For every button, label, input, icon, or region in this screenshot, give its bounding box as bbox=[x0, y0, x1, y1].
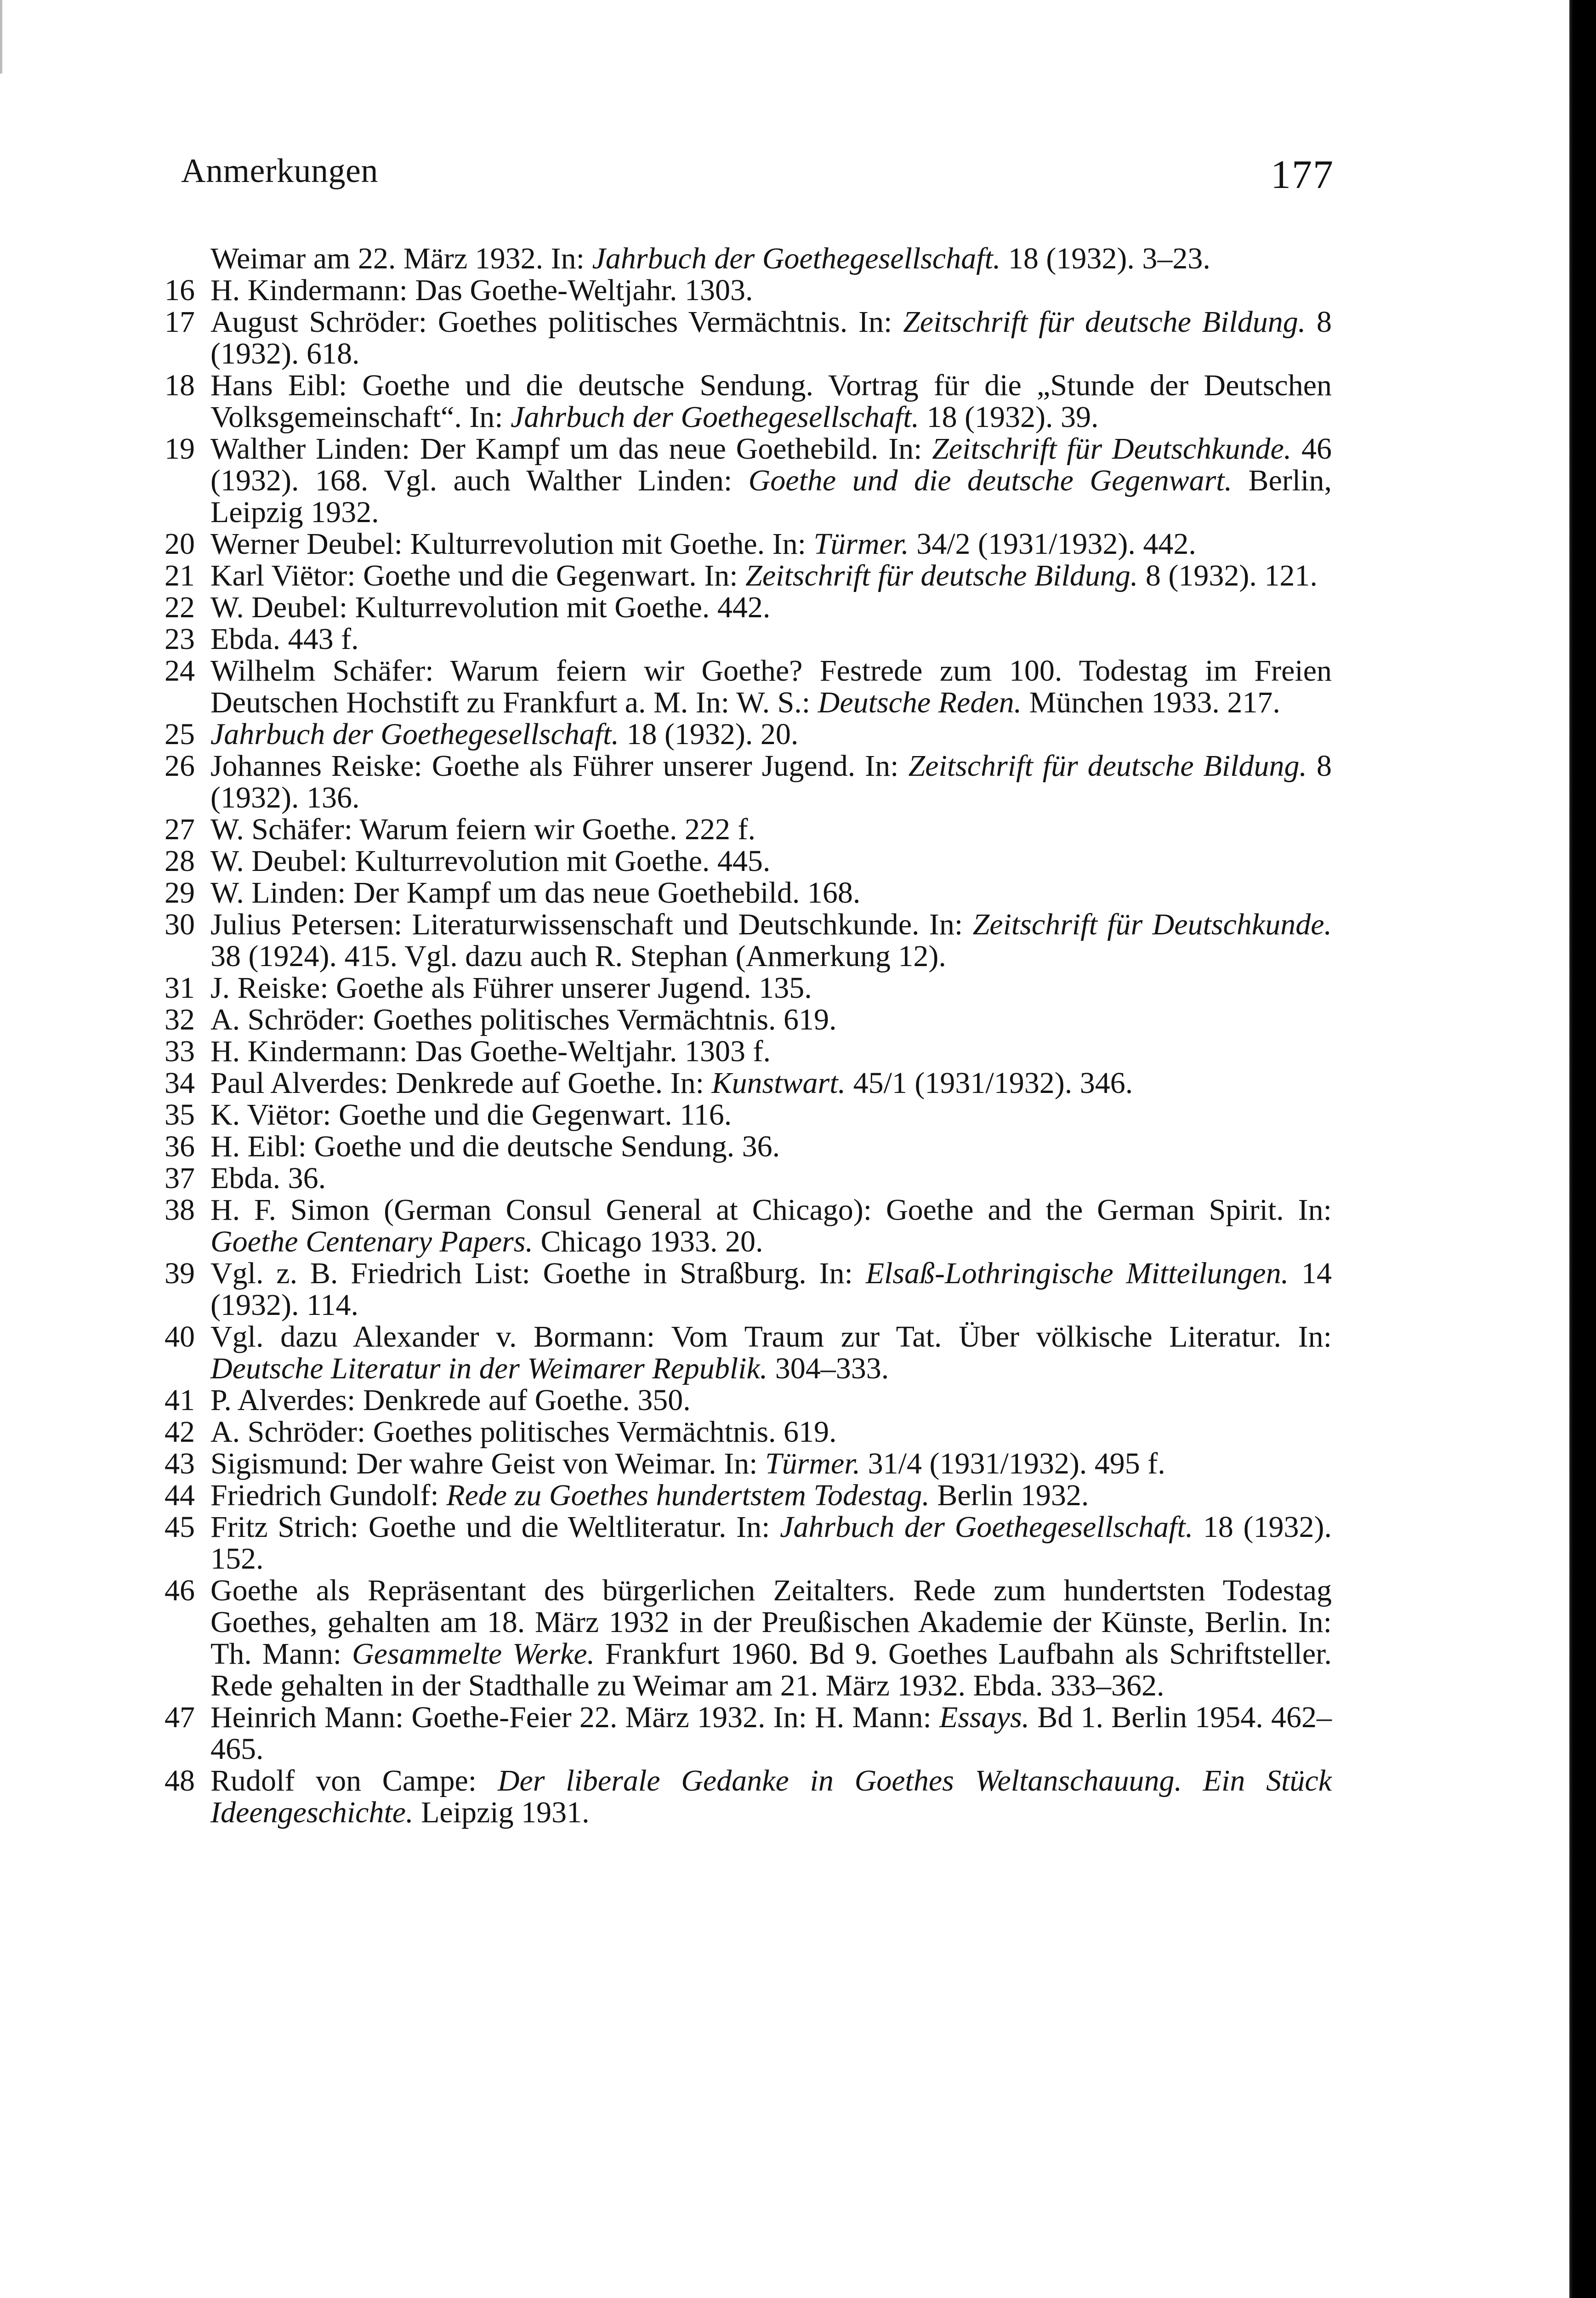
endnote-title-italic: Deutsche Literatur in der Weimarer Republik. bbox=[210, 1352, 768, 1385]
endnote-text-run: Hans Eibl: Goethe und die deutsche Sendung. Vortrag für die „Stunde der Deutschen Volksgemeinschaft“. In: bbox=[210, 369, 1332, 434]
endnotes-list bbox=[165, 243, 1332, 1828]
endnote-text-run: Chicago 1933. 20. bbox=[533, 1225, 763, 1258]
endnote-text-run: W. Linden: Der Kampf um das neue Goethebild. 168. bbox=[210, 876, 861, 910]
endnote-text bbox=[210, 1193, 1332, 1258]
endnote-text-run: München 1933. 217. bbox=[1022, 686, 1280, 719]
endnote-title-italic: Jahrbuch der Goethegesellschaft. bbox=[592, 242, 1001, 275]
endnote-text bbox=[210, 273, 753, 307]
endnote-text bbox=[210, 305, 1332, 370]
endnote-text bbox=[210, 1320, 1332, 1385]
endnote-number: 48 bbox=[165, 1764, 195, 1797]
endnote bbox=[165, 370, 1332, 433]
endnote-number: 35 bbox=[165, 1098, 195, 1132]
endnote-text bbox=[210, 559, 1318, 592]
endnote-text-run: Bd 1. Berlin 1954. 462–465. bbox=[210, 1701, 1332, 1766]
endnote-text bbox=[210, 1447, 1165, 1480]
endnote-text-run: 31/4 (1931/1932). 495 f. bbox=[860, 1447, 1165, 1480]
endnote-text-run: Vgl. dazu Alexander v. Bormann: Vom Traum zur Tat. Über völkische Literatur. In: bbox=[210, 1320, 1332, 1354]
endnote-text bbox=[210, 971, 812, 1005]
endnote-title-italic: Jahrbuch der Goethegesellschaft. bbox=[780, 1510, 1193, 1544]
endnote-title-italic: Rede zu Goethes hundertstem Todestag. bbox=[446, 1479, 930, 1512]
endnote-text bbox=[210, 908, 1332, 973]
endnote bbox=[165, 1035, 1332, 1067]
endnote-text-run: Berlin, Leipzig 1932. bbox=[210, 464, 1332, 529]
endnote-text-run: Rudolf von Campe: bbox=[210, 1764, 498, 1797]
endnote bbox=[165, 718, 1332, 750]
endnote-number: 29 bbox=[165, 876, 195, 910]
endnote-title-italic: Zeitschrift für deutsche Bildung. bbox=[908, 749, 1307, 783]
endnote bbox=[165, 1257, 1332, 1321]
endnote-text bbox=[210, 1383, 691, 1417]
endnote-number: 20 bbox=[165, 527, 195, 561]
endnote-text bbox=[210, 1130, 780, 1163]
endnote-text bbox=[210, 654, 1332, 719]
endnote-text bbox=[210, 1701, 1332, 1766]
endnote-text-run: H. Kindermann: Das Goethe-Weltjahr. 1303. bbox=[210, 273, 753, 307]
endnote-title-italic: Zeitschrift für deutsche Bildung. bbox=[903, 305, 1306, 339]
endnote bbox=[165, 813, 1332, 845]
endnote-text bbox=[210, 1098, 732, 1132]
endnote-text-run: K. Viëtor: Goethe und die Gegenwart. 116. bbox=[210, 1098, 732, 1132]
endnote-title-italic: Zeitschrift für Deutschkunde. bbox=[932, 432, 1292, 466]
endnote-text bbox=[210, 432, 1332, 529]
endnote-text bbox=[210, 1035, 771, 1068]
endnote-text-run: August Schröder: Goethes politisches Vermächtnis. In: bbox=[210, 305, 903, 339]
endnote bbox=[165, 655, 1332, 718]
endnote-text-run: H. F. Simon (German Consul General at Chicago): Goethe and the German Spirit. In: bbox=[210, 1193, 1332, 1227]
endnote-title-italic: Türmer. bbox=[765, 1447, 861, 1480]
endnote bbox=[165, 1765, 1332, 1828]
endnote-title-italic: Jahrbuch der Goethegesellschaft. bbox=[210, 717, 619, 751]
endnote-number: 34 bbox=[165, 1066, 195, 1100]
endnote-text-run: Friedrich Gundolf: bbox=[210, 1479, 447, 1512]
endnote-number: 46 bbox=[165, 1574, 195, 1607]
endnote bbox=[165, 909, 1332, 972]
endnote-text-run: Berlin 1932. bbox=[929, 1479, 1089, 1512]
endnote bbox=[165, 1416, 1332, 1448]
endnote-number: 19 bbox=[165, 432, 195, 466]
endnote-text bbox=[210, 717, 798, 751]
running-head: Anmerkungen bbox=[181, 152, 378, 190]
endnote-text-run: Weimar am 22. März 1932. In: bbox=[210, 242, 592, 275]
endnote-text-run: A. Schröder: Goethes politisches Vermächtnis. 619. bbox=[210, 1003, 837, 1036]
endnote-text bbox=[210, 1257, 1332, 1322]
endnote-text bbox=[210, 242, 1210, 275]
endnote-text bbox=[210, 527, 1196, 561]
endnote-number: 41 bbox=[165, 1383, 195, 1417]
endnote-number: 31 bbox=[165, 971, 195, 1005]
endnote-text bbox=[210, 749, 1332, 814]
endnote-text-run: Paul Alverdes: Denkrede auf Goethe. In: bbox=[210, 1066, 712, 1100]
endnote bbox=[165, 1321, 1332, 1384]
endnote-number: 18 bbox=[165, 369, 195, 402]
endnote-text-run: Ebda. 36. bbox=[210, 1161, 326, 1195]
endnote-title-italic: Kunstwart. bbox=[711, 1066, 846, 1100]
endnote bbox=[165, 1194, 1332, 1257]
endnote-text-run: Johannes Reiske: Goethe als Führer unserer Jugend. In: bbox=[210, 749, 909, 783]
endnote-text-run: W. Deubel: Kulturrevolution mit Goethe. 445. bbox=[210, 844, 771, 878]
endnote-title-italic: Türmer. bbox=[813, 527, 909, 561]
endnote-text bbox=[210, 1764, 1332, 1829]
endnote-title-italic: Der liberale Gedanke in Goethes Weltanschauung. Ein Stück Ideengeschichte. bbox=[210, 1764, 1332, 1829]
endnote-number: 24 bbox=[165, 654, 195, 688]
page-number: 177 bbox=[1271, 153, 1334, 197]
endnote-text-run: Sigismund: Der wahre Geist von Weimar. In: bbox=[210, 1447, 765, 1480]
endnote-number: 28 bbox=[165, 844, 195, 878]
endnote-number: 23 bbox=[165, 622, 195, 656]
endnote-number: 17 bbox=[165, 305, 195, 339]
endnote-text bbox=[210, 1003, 837, 1036]
endnote bbox=[165, 560, 1332, 592]
endnote bbox=[165, 1384, 1332, 1416]
endnote-number: 37 bbox=[165, 1161, 195, 1195]
endnote-text-run: Julius Petersen: Literaturwissenschaft und Deutschkunde. In: bbox=[210, 908, 973, 941]
endnote bbox=[165, 243, 1332, 274]
endnote bbox=[165, 845, 1332, 877]
endnote-title-italic: Zeitschrift für Deutschkunde. bbox=[972, 908, 1332, 941]
endnote-number: 25 bbox=[165, 717, 195, 751]
endnote-text-run: 8 (1932). 136. bbox=[210, 749, 1332, 814]
scan-edge-left bbox=[0, 0, 2, 74]
endnote bbox=[165, 1701, 1332, 1765]
endnote-number: 21 bbox=[165, 559, 195, 592]
endnote-text bbox=[210, 1066, 1133, 1100]
endnote bbox=[165, 1067, 1332, 1099]
endnote bbox=[165, 877, 1332, 909]
endnote-text bbox=[210, 1479, 1089, 1512]
endnote-text-run: 45/1 (1931/1932). 346. bbox=[846, 1066, 1133, 1100]
endnote-text-run: 8 (1932). 121. bbox=[1138, 559, 1318, 592]
endnote-text-run: 18 (1932). 152. bbox=[210, 1510, 1332, 1576]
endnote-text-run: 18 (1932). 20. bbox=[619, 717, 799, 751]
endnote-text bbox=[210, 591, 770, 624]
endnote-number: 33 bbox=[165, 1035, 195, 1068]
endnote-number: 43 bbox=[165, 1447, 195, 1480]
endnote bbox=[165, 1162, 1332, 1194]
endnote-text bbox=[210, 1415, 837, 1449]
endnote-text bbox=[210, 1510, 1332, 1576]
endnote-text bbox=[210, 622, 359, 656]
endnote-text-run: Leipzig 1931. bbox=[413, 1796, 590, 1829]
endnote-text-run: Walther Linden: Der Kampf um das neue Goethebild. In: bbox=[210, 432, 932, 466]
endnote-text-run: 34/2 (1931/1932). 442. bbox=[909, 527, 1196, 561]
endnote-text-run: Karl Viëtor: Goethe und die Gegenwart. In: bbox=[210, 559, 746, 592]
endnote-number: 22 bbox=[165, 591, 195, 624]
endnote bbox=[165, 1099, 1332, 1131]
endnote-number: 32 bbox=[165, 1003, 195, 1036]
endnote bbox=[165, 592, 1332, 623]
endnote-text bbox=[210, 369, 1332, 434]
endnote-text bbox=[210, 876, 860, 910]
endnote-text-run: A. Schröder: Goethes politisches Vermächtnis. 619. bbox=[210, 1415, 837, 1449]
endnote-text-run: Heinrich Mann: Goethe-Feier 22. März 1932. In: H. Mann: bbox=[210, 1701, 939, 1734]
endnote-number: 16 bbox=[165, 273, 195, 307]
endnote bbox=[165, 1479, 1332, 1511]
endnote-text-run: 8 (1932). 618. bbox=[210, 305, 1332, 370]
endnote-text-run: Goethe als Repräsentant des bürgerlichen Zeitalters. Rede zum hundertsten Todestag Goethes, gehalten am 18. März 1932 in der Preußischen Akademie der Künste, Berlin. In: Th. Mann: bbox=[210, 1574, 1332, 1671]
endnote bbox=[165, 1448, 1332, 1479]
endnote-number: 42 bbox=[165, 1415, 195, 1449]
endnote-number: 40 bbox=[165, 1320, 195, 1354]
endnote bbox=[165, 274, 1332, 306]
endnote-text-run: 46 (1932). 168. Vgl. auch Walther Linden: bbox=[210, 432, 1332, 497]
endnote-title-italic: Deutsche Reden. bbox=[818, 686, 1022, 719]
endnote-number: 45 bbox=[165, 1510, 195, 1544]
endnote-title-italic: Goethe und die deutsche Gegenwart. bbox=[748, 464, 1232, 497]
endnote-text-run: Werner Deubel: Kulturrevolution mit Goethe. In: bbox=[210, 527, 814, 561]
endnote-text-run: 14 (1932). 114. bbox=[210, 1257, 1332, 1322]
endnote-text-run: 18 (1932). 3–23. bbox=[1000, 242, 1210, 275]
endnote-text-run: H. Kindermann: Das Goethe-Weltjahr. 1303 f. bbox=[210, 1035, 771, 1068]
endnote bbox=[165, 1511, 1332, 1575]
endnote-text-run: Fritz Strich: Goethe und die Weltliteratur. In: bbox=[210, 1510, 780, 1544]
endnote-text-run: W. Deubel: Kulturrevolution mit Goethe. 442. bbox=[210, 591, 771, 624]
endnote-text-run: Wilhelm Schäfer: Warum feiern wir Goethe? Festrede zum 100. Todestag im Freien Deutschen Hochstift zu Frankfurt a. M. In: W. S.: bbox=[210, 654, 1332, 719]
endnote-text bbox=[210, 813, 755, 846]
endnote-text bbox=[210, 844, 770, 878]
endnote bbox=[165, 1575, 1332, 1701]
scan-edge-right bbox=[1569, 0, 1596, 2298]
endnote-text-run: Ebda. 443 f. bbox=[210, 622, 359, 656]
endnote-number: 36 bbox=[165, 1130, 195, 1163]
endnote-number: 38 bbox=[165, 1193, 195, 1227]
endnote-title-italic: Essays. bbox=[939, 1701, 1030, 1734]
endnote bbox=[165, 972, 1332, 1004]
endnote bbox=[165, 306, 1332, 370]
endnote bbox=[165, 1131, 1332, 1162]
endnote-title-italic: Elsaß-Lothringische Mitteilungen. bbox=[865, 1257, 1289, 1290]
endnote-text bbox=[210, 1574, 1332, 1702]
endnote bbox=[165, 750, 1332, 813]
endnote-text bbox=[210, 1161, 326, 1195]
endnote bbox=[165, 623, 1332, 655]
endnote-text-run: Vgl. z. B. Friedrich List: Goethe in Straßburg. In: bbox=[210, 1257, 866, 1290]
endnote-text-run: 304–333. bbox=[767, 1352, 889, 1385]
endnote-number: 39 bbox=[165, 1257, 195, 1290]
endnote-title-italic: Gesammelte Werke. bbox=[352, 1637, 595, 1671]
endnote bbox=[165, 433, 1332, 528]
endnote-text-run: Frankfurt 1960. Bd 9. Goethes Laufbahn als Schriftsteller. Rede gehalten in der Stadthalle zu Weimar am 21. März 1932. Ebda. 333–362. bbox=[210, 1637, 1332, 1702]
endnote-text-run: 18 (1932). 39. bbox=[919, 400, 1099, 434]
endnote bbox=[165, 1004, 1332, 1035]
endnote-text-run: J. Reiske: Goethe als Führer unserer Jugend. 135. bbox=[210, 971, 812, 1005]
endnote-title-italic: Jahrbuch der Goethegesellschaft. bbox=[511, 400, 920, 434]
endnote-number: 30 bbox=[165, 908, 195, 941]
endnote-title-italic: Zeitschrift für deutsche Bildung. bbox=[745, 559, 1138, 592]
endnote-title-italic: Goethe Centenary Papers. bbox=[210, 1225, 533, 1258]
endnote bbox=[165, 528, 1332, 560]
endnote-number: 47 bbox=[165, 1701, 195, 1734]
endnote-text-run: W. Schäfer: Warum feiern wir Goethe. 222 f. bbox=[210, 813, 755, 846]
endnote-number: 26 bbox=[165, 749, 195, 783]
endnote-number: 44 bbox=[165, 1479, 195, 1512]
endnote-number: 27 bbox=[165, 813, 195, 846]
endnote-text-run: 38 (1924). 415. Vgl. dazu auch R. Stephan (Anmerkung 12). bbox=[210, 939, 946, 973]
endnote-text-run: P. Alverdes: Denkrede auf Goethe. 350. bbox=[210, 1383, 691, 1417]
endnote-text-run: H. Eibl: Goethe und die deutsche Sendung. 36. bbox=[210, 1130, 780, 1163]
